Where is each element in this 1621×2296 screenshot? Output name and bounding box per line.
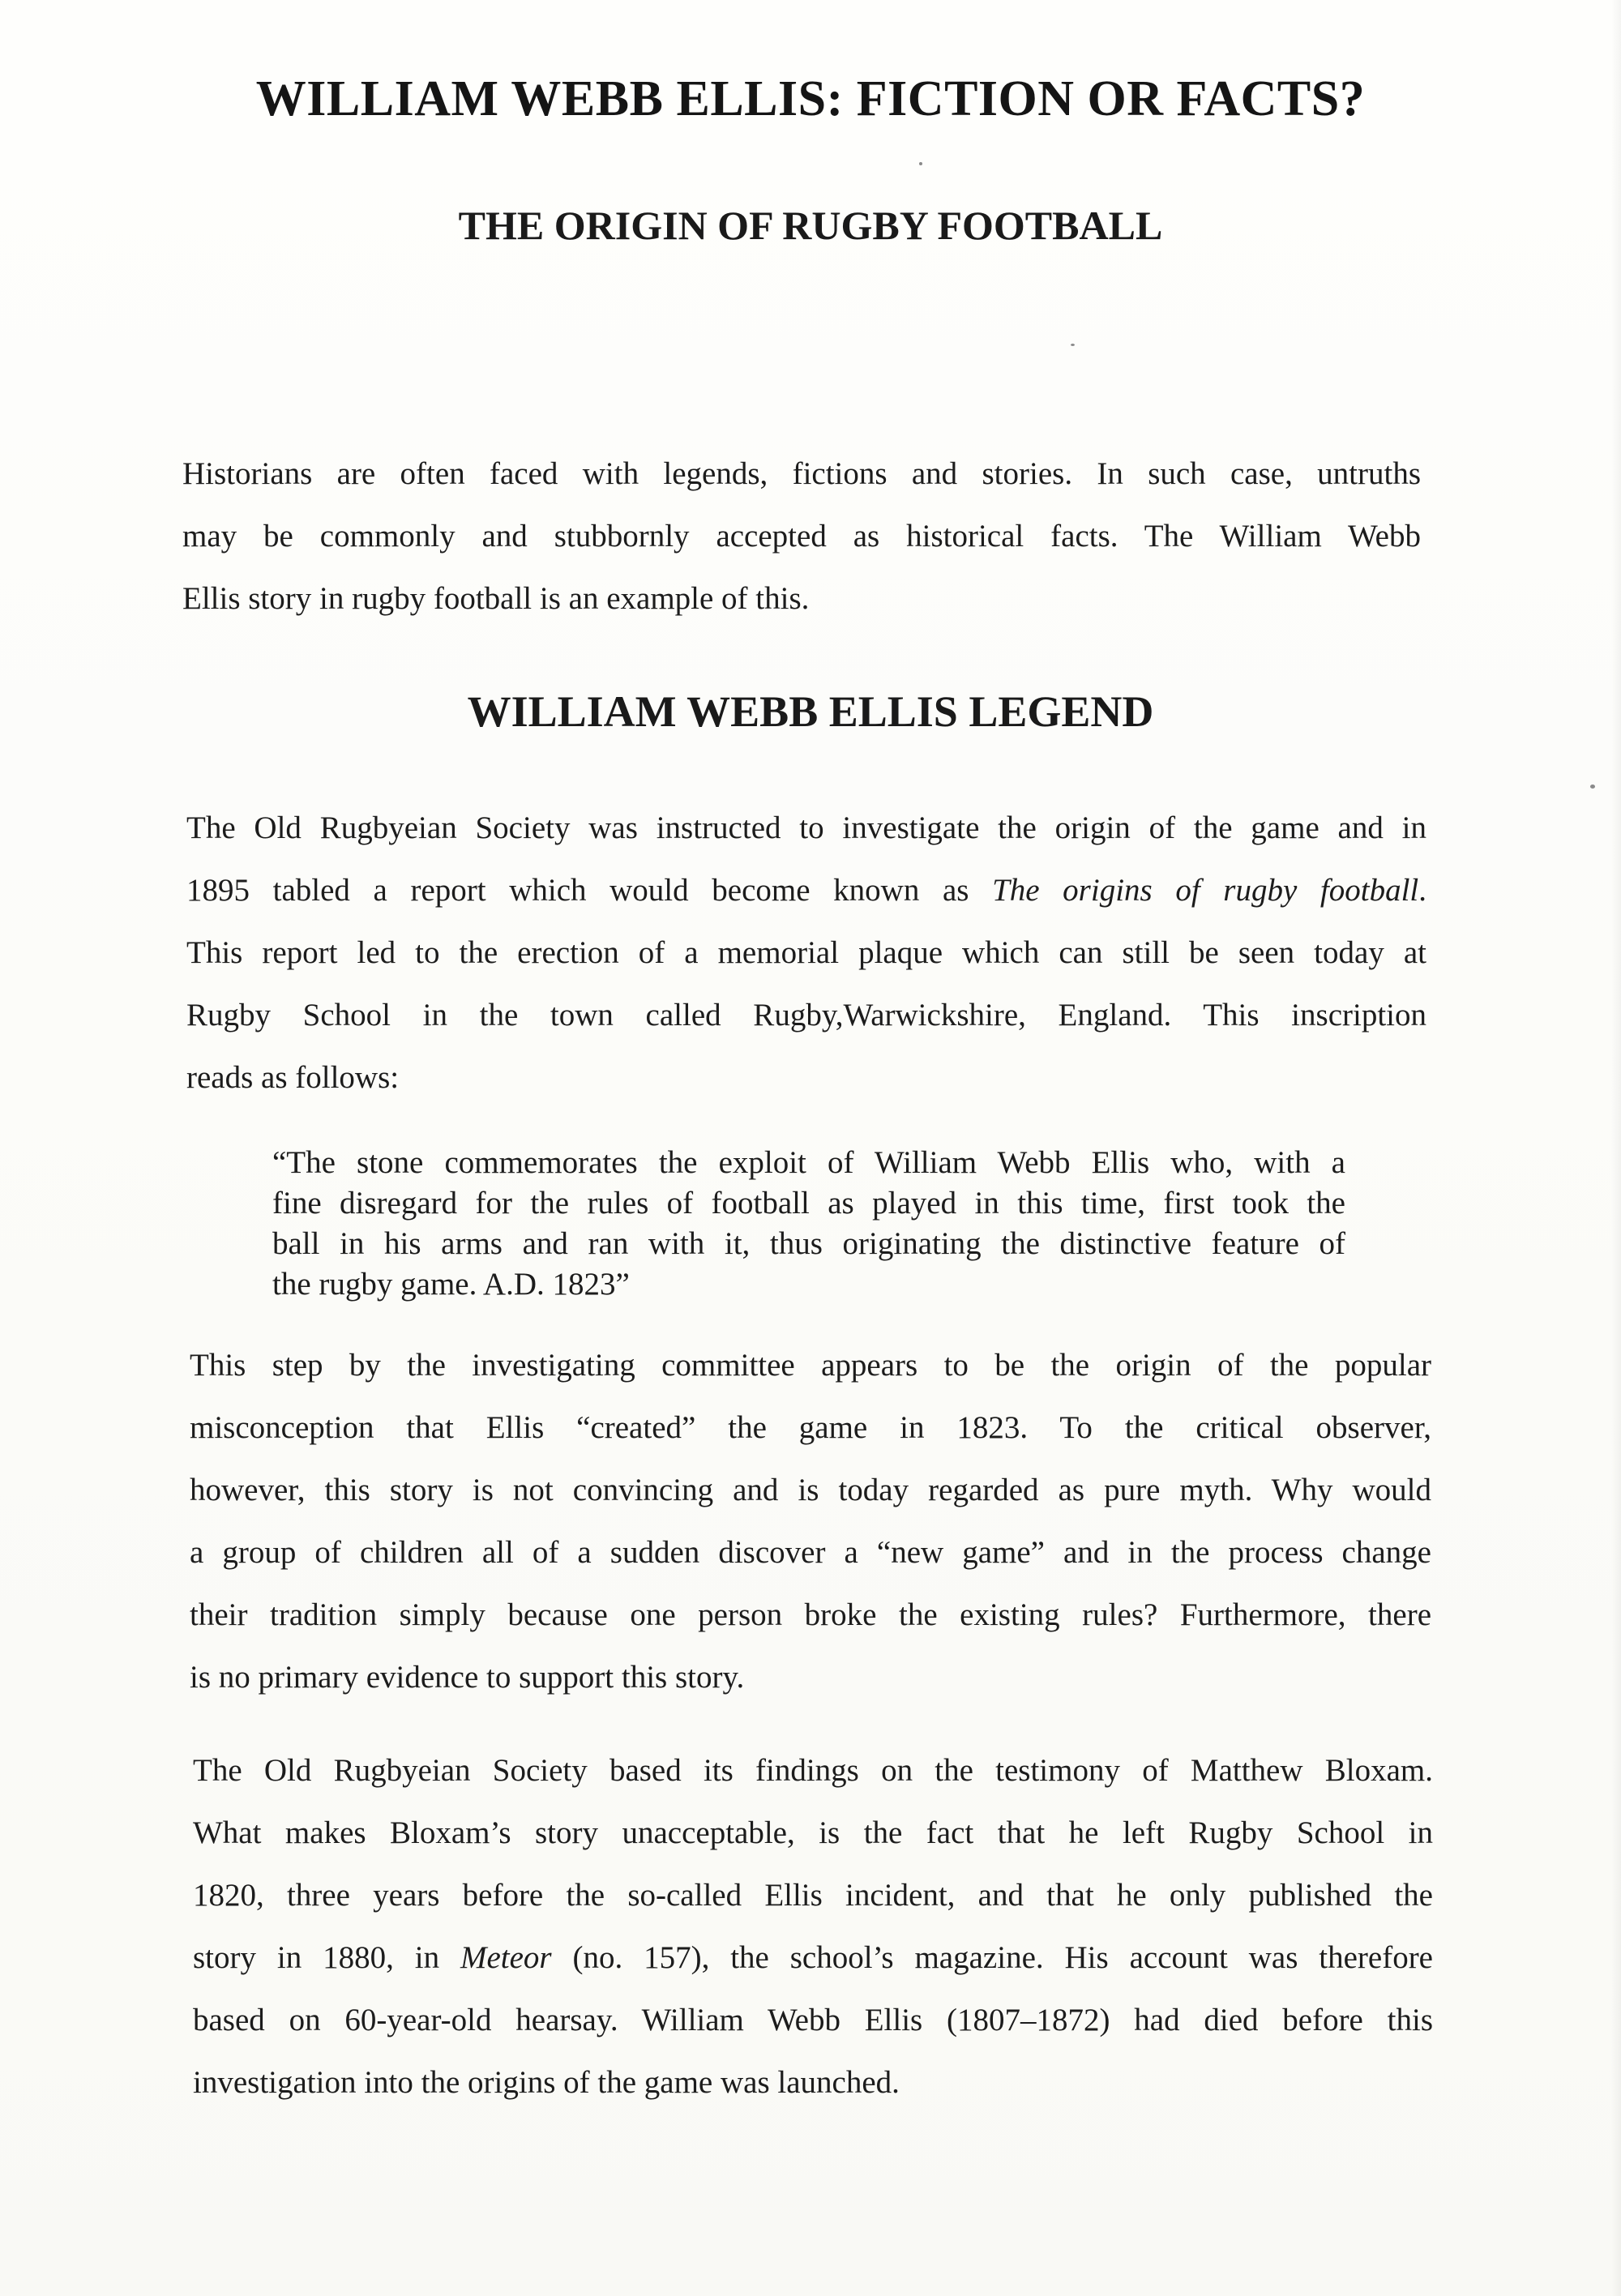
intro-line: Historians are often faced with legends, fictions and stories. In such case, untruths bbox=[182, 456, 1421, 491]
investigation-line: their tradition simply because one person broke the existing rules? Furthermore, there bbox=[190, 1597, 1431, 1632]
plaque-inscription-quote bbox=[272, 1143, 1345, 1305]
investigation-line: misconception that Ellis “created” the game in 1823. To the critical observer, bbox=[190, 1410, 1431, 1445]
page-subtitle: THE ORIGIN OF RUGBY FOOTBALL bbox=[458, 203, 1163, 248]
bloxam-line: based on 60-year-old hearsay. William Webb Ellis (1807–1872) had died before this bbox=[193, 2003, 1433, 2037]
legend-line: Rugby School in the town called Rugby,Warwickshire, England. This inscription bbox=[186, 998, 1426, 1033]
bloxam-line: What makes Bloxam’s story unacceptable, is the fact that he left Rugby School in bbox=[193, 1815, 1433, 1850]
quote-line: the rugby game. A.D. 1823” bbox=[272, 1267, 630, 1302]
investigation-line: This step by the investigating committee appears to be the origin of the popular bbox=[190, 1348, 1431, 1383]
bloxam-line-text: (no. 157), the school’s magazine. His account was therefore bbox=[551, 1940, 1433, 1975]
section-heading: WILLIAM WEBB ELLIS LEGEND bbox=[467, 687, 1154, 736]
scan-speck bbox=[919, 162, 922, 165]
intro-line: may be commonly and stubbornly accepted as historical facts. The William Webb bbox=[182, 519, 1421, 554]
intro-line: Ellis story in rugby football is an example of this. bbox=[182, 581, 810, 616]
investigation-line: however, this story is not convincing and is today regarded as pure myth. Why would bbox=[190, 1473, 1431, 1507]
legend-line: This report led to the erection of a memorial plaque which can still be seen today at bbox=[186, 935, 1426, 970]
bloxam-line: The Old Rugbyeian Society based its findings on the testimony of Matthew Bloxam. bbox=[193, 1753, 1433, 1788]
quote-line: ball in his arms and ran with it, thus originating the distinctive feature of bbox=[272, 1226, 1345, 1261]
investigation-line: a group of children all of a sudden discover a “new game” and in the process change bbox=[190, 1535, 1431, 1570]
legend-paragraph bbox=[186, 797, 1426, 1109]
intro-paragraph bbox=[182, 443, 1421, 630]
bloxam-line bbox=[193, 1926, 1433, 1989]
report-title-italic: The origins of rugby football bbox=[992, 873, 1419, 908]
page-title: WILLIAM WEBB ELLIS: FICTION OR FACTS? bbox=[255, 71, 1366, 126]
legend-line bbox=[186, 859, 1426, 921]
quote-line: fine disregard for the rules of football as played in this time, first took the bbox=[272, 1186, 1345, 1221]
scan-speck bbox=[1071, 344, 1075, 346]
quote-line: “The stone commemorates the exploit of William Webb Ellis who, with a bbox=[272, 1145, 1345, 1180]
investigation-paragraph bbox=[190, 1334, 1431, 1708]
magazine-title-italic: Meteor bbox=[460, 1940, 552, 1975]
legend-line-text: 1895 tabled a report which would become known as bbox=[186, 873, 993, 908]
page-edge-shadow bbox=[1611, 0, 1621, 2296]
bloxam-paragraph bbox=[193, 1739, 1433, 2114]
scan-speck bbox=[1590, 785, 1595, 789]
legend-line: The Old Rugbyeian Society was instructed to investigate the origin of the game and in bbox=[186, 810, 1426, 845]
bloxam-line: investigation into the origins of the game was launched. bbox=[193, 2065, 900, 2100]
bloxam-line: 1820, three years before the so-called Ellis incident, and that he only published the bbox=[193, 1878, 1433, 1913]
legend-line-text: . bbox=[1418, 873, 1426, 908]
bloxam-line-text: story in 1880, in bbox=[193, 1940, 460, 1975]
legend-line: reads as follows: bbox=[186, 1060, 400, 1095]
investigation-line: is no primary evidence to support this story. bbox=[190, 1660, 745, 1695]
